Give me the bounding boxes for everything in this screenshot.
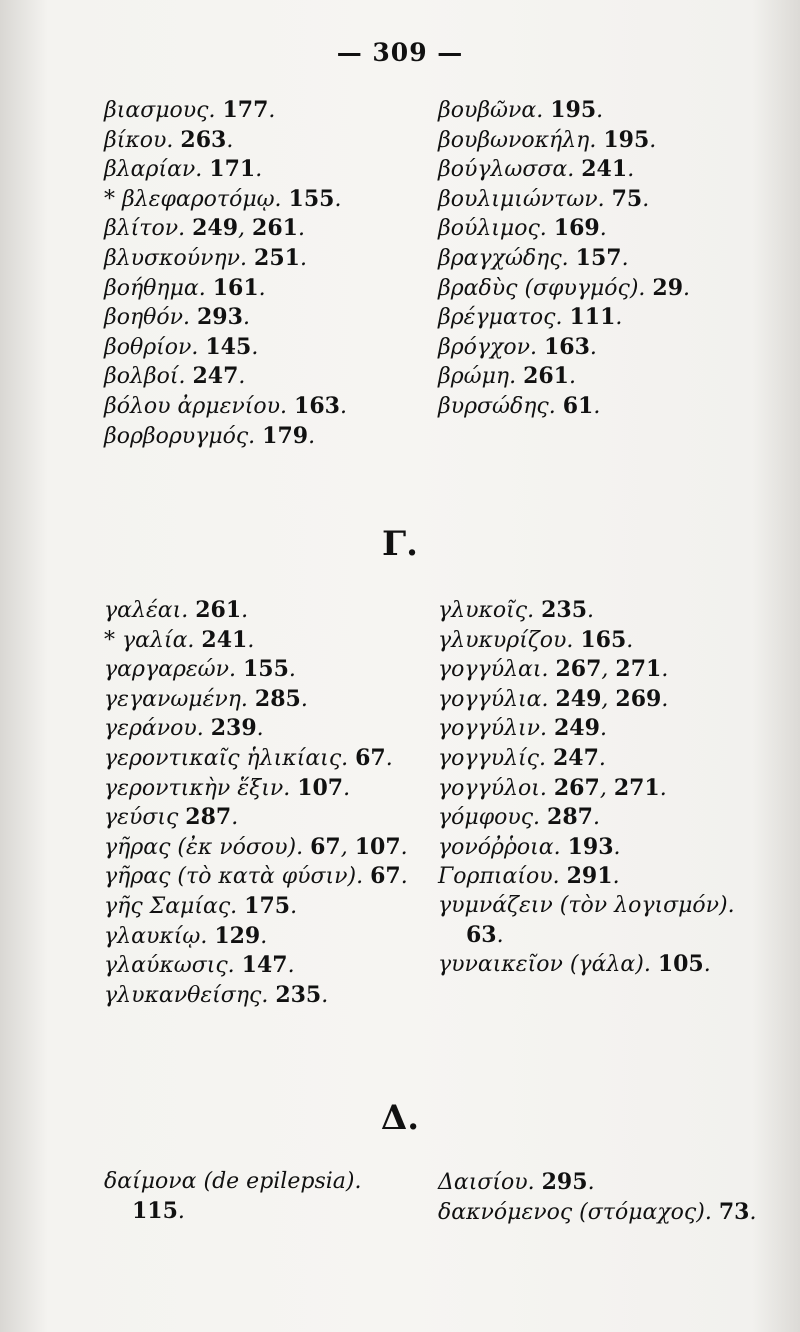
index-entry: γυναικεῖον (γάλα). 105. [438,951,711,978]
index-entry: βοθρίον. 145. [104,333,259,360]
index-column-left-beta [104,96,424,451]
index-entry: βλυσκούνην. 251. [104,244,307,271]
index-entry: γεράνου. 239. [104,715,264,742]
section-heading-delta: Δ. [380,1098,420,1138]
index-entry: γαργαρεών. 155. [104,656,296,683]
index-entry: βλαρίαν. 171. [104,156,263,183]
index-entry: γόμφους. 287. [438,804,600,831]
index-entry: Δαισίου. 295. [438,1169,595,1195]
index-entry: βλίτον. 249, 261. [104,215,305,242]
section-heading-gamma: Γ. [382,524,418,564]
index-entry: βόλου ἀρμενίου. 163. [104,392,347,419]
index-entry: βουβῶνα. 195. [438,97,604,123]
index-entry: βουβωνοκήλη. 195. [438,126,657,153]
index-entry: βοήθημα. 161. [104,274,266,301]
index-entry: * γαλία. 241. [104,626,255,653]
index-entry: γαλέαι. 261. [104,597,249,623]
index-entry: γῆρας (τὸ κατὰ φύσιν). 67. [104,863,408,890]
index-entry: βρέγματος. 111. [438,304,623,331]
index-column-right-gamma [438,596,778,980]
index-entry: βούγλωσσα. 241. [438,156,635,183]
index-entry: βορβορυγμός. 179. [104,422,316,449]
index-entry: βολβοί. 247. [104,363,246,390]
index-entry: γλαύκωσις. 147. [104,952,295,979]
index-entry: βούλιμος. 169. [438,215,607,242]
index-entry: γεγανωμένη. 285. [104,685,308,712]
index-entry: βυρσώδης. 61. [438,392,601,419]
index-entry: γογγύλοι. 267, 271. [438,774,667,801]
index-column-left-delta [104,1168,424,1226]
index-entry: βρόγχον. 163. [438,333,597,360]
index-entry: γεύσις 287. [104,804,239,831]
index-entry: δακνόμενος (στόμαχος). 73. [438,1198,757,1225]
index-entry: γλυκοῖς. 235. [438,597,595,623]
index-entry: γεροντικὴν ἕξιν. 107. [104,774,351,801]
index-entry: γογγυλίς. 247. [438,744,606,771]
index-entry: γογγύλαι. 267, 271. [438,656,669,683]
index-entry: γυμνάζειν (τὸν λογισμόν). [438,892,735,918]
index-entry: βοηθόν. 293. [104,304,250,331]
index-entry: γῆς Σαμίας. 175. [104,892,298,919]
index-entry: δαίμονα (de epilepsia). [104,1169,362,1194]
index-entry: βουλιμιώντων. 75. [438,185,650,212]
index-column-right-delta [438,1168,778,1227]
index-entry: γῆρας (ἐκ νόσου). 67, 107. [104,833,408,860]
index-entry: βιασμους. 177. [104,97,276,123]
index-entry: γλυκυρίζου. 165. [438,626,634,653]
index-entry: γεροντικαῖς ἡλικίαις. 67. [104,744,393,771]
index-entry: βίκου. 263. [104,126,234,153]
index-entry: γονόῤῥοια. 193. [438,833,621,860]
index-entry: 115. [131,1197,185,1224]
index-entry: βραγχώδης. 157. [438,244,629,271]
index-entry: * βλεφαροτόμῳ. 155. [104,185,342,212]
index-entry: γλυκανθείσης. 235. [104,981,329,1008]
index-entry: γογγύλιν. 249. [438,715,607,742]
index-column-left-gamma [104,596,424,1010]
index-column-right-beta [438,96,778,422]
index-entry: Γορπιαίου. 291. [438,863,620,890]
index-entry: 63. [465,921,504,948]
index-entry: βραδὺς (σφυγμός). 29. [438,274,691,301]
index-entry: βρώμη. 261. [438,363,576,390]
index-entry: γογγύλια. 249, 269. [438,685,669,712]
index-entry: γλαυκίῳ. 129. [104,922,268,949]
page-number: — 309 — [336,38,464,67]
